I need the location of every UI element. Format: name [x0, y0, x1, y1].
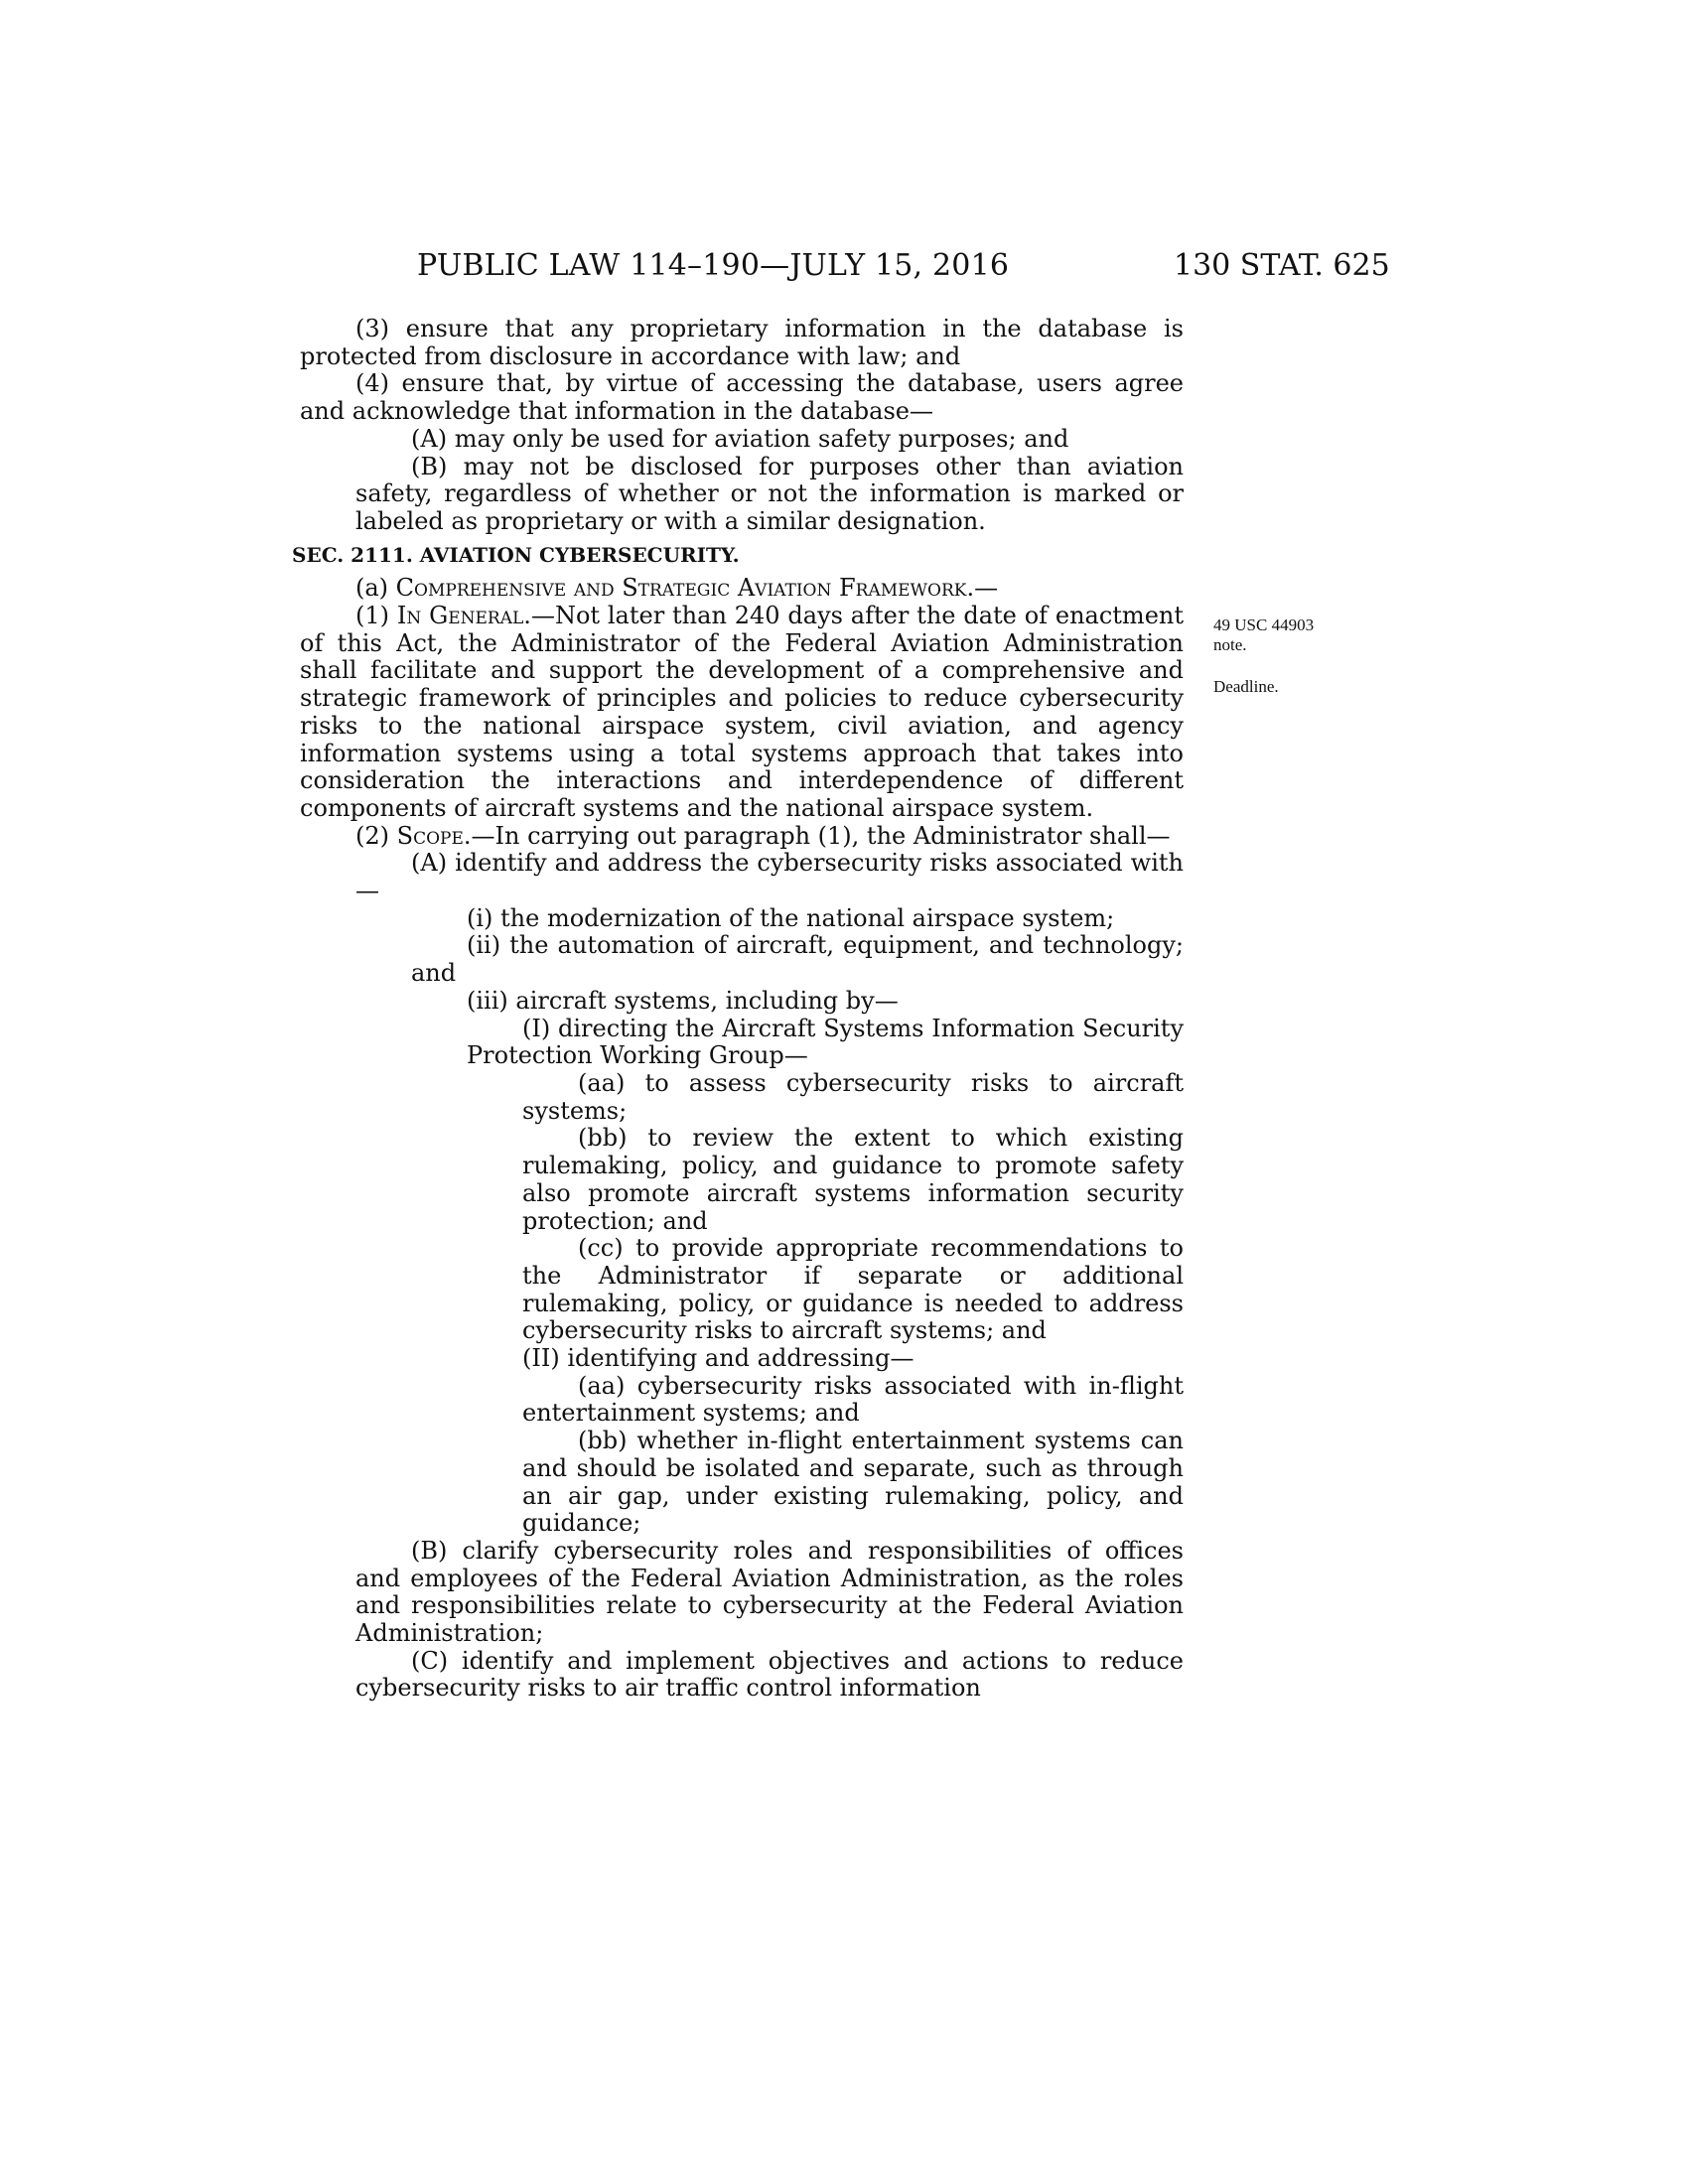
margin-note-citation-line1: 49 USC 44903	[1213, 615, 1315, 634]
clause-C: (C) identify and implement objectives and actions to reduce cybersecurity risks to air traffic control information	[355, 1646, 1184, 1703]
subparagraph-A: (A) may only be used for aviation safety purposes; and	[411, 424, 1069, 453]
subsection-a-heading	[300, 575, 1184, 603]
item-II-aa: (aa) cybersecurity risks associated with in-flight entertainment systems; and	[522, 1371, 1184, 1428]
paragraph-1-label: (1)	[355, 602, 397, 630]
paragraph-2-heading: Scope.	[396, 821, 472, 850]
clause-iii: (iii) aircraft systems, including by—	[467, 986, 899, 1015]
paragraph-2-text: —In carrying out paragraph (1), the Administrator shall—	[471, 821, 1171, 850]
item-I-cc: (cc) to provide appropriate recommendations to the Administrator if separate or additional rulemaking, policy, or guidance is needed to address cybersecurity risks to aircraft systems; and	[522, 1234, 1184, 1345]
subclause-I: (I) directing the Aircraft Systems Information Security Protection Working Group—	[467, 1014, 1184, 1070]
clause-ii: (ii) the automation of aircraft, equipment, and technology; and	[411, 931, 1184, 988]
item-II-bb: (bb) whether in-flight entertainment systems can and should be isolated and separate, such as through an air gap, under existing rulemaking, policy, and guidance;	[522, 1427, 1184, 1538]
subsection-a-title: Comprehensive and Strategic Aviation Framework.	[395, 574, 975, 603]
clause-i: (i) the modernization of the national airspace system;	[467, 903, 1115, 932]
statute-body	[292, 315, 1184, 1703]
paragraph-1-in-general	[300, 603, 1184, 823]
margin-note-citation	[1213, 615, 1314, 655]
page-stat-number: 130 STAT. 625	[1174, 248, 1390, 283]
margin-note-deadline: Deadline.	[1213, 677, 1279, 696]
margin-note-citation-line2: note.	[1213, 635, 1247, 654]
paragraph-4: (4) ensure that, by virtue of accessing the database, users agree and acknowledge that information in the database—	[300, 369, 1184, 426]
paragraph-3: (3) ensure that any proprietary information in the database is protected from disclosure in accordance with law; and	[300, 315, 1184, 370]
item-I-aa: (aa) to assess cybersecurity risks to aircraft systems;	[522, 1068, 1184, 1125]
subclause-II: (II) identifying and addressing—	[522, 1344, 914, 1373]
running-header-title: PUBLIC LAW 114–190—JULY 15, 2016	[417, 248, 1010, 283]
clause-B: (B) clarify cybersecurity roles and responsibilities of offices and employees of the Federal Aviation Administration, as the roles and responsibilities relate to cybersecurity at the Federal Aviation Administration;	[355, 1536, 1184, 1648]
paragraph-2-scope	[300, 823, 1184, 851]
paragraph-1-text: —Not later than 240 days after the date of enactment of this Act, the Administrator of the Federal Aviation Administration shall facilitate and support the development of a comprehensive and strategic framework of principles and policies to reduce cybersecurity risks to the national airspace system, civil aviation, and agency information systems using a total systems approach that takes into consideration the interactions and interdependence of different components of aircraft systems and the national airspace system.	[300, 602, 1184, 822]
subsection-a-dash: —	[974, 574, 999, 603]
subsection-a-label: (a)	[355, 574, 396, 603]
paragraph-2-label: (2)	[355, 821, 397, 850]
clause-A: (A) identify and address the cybersecurity risks associated with—	[355, 849, 1184, 905]
section-heading: SEC. 2111. AVIATION CYBERSECURITY.	[292, 542, 740, 567]
subparagraph-B: (B) may not be disclosed for purposes other than aviation safety, regardless of whether or not the information is marked or labeled as proprietary or with a similar designation.	[355, 452, 1184, 535]
paragraph-1-heading: In General.	[396, 602, 531, 630]
item-I-bb: (bb) to review the extent to which existing rulemaking, policy, and guidance to promote safety also promote aircraft systems information security protection; and	[522, 1124, 1184, 1235]
